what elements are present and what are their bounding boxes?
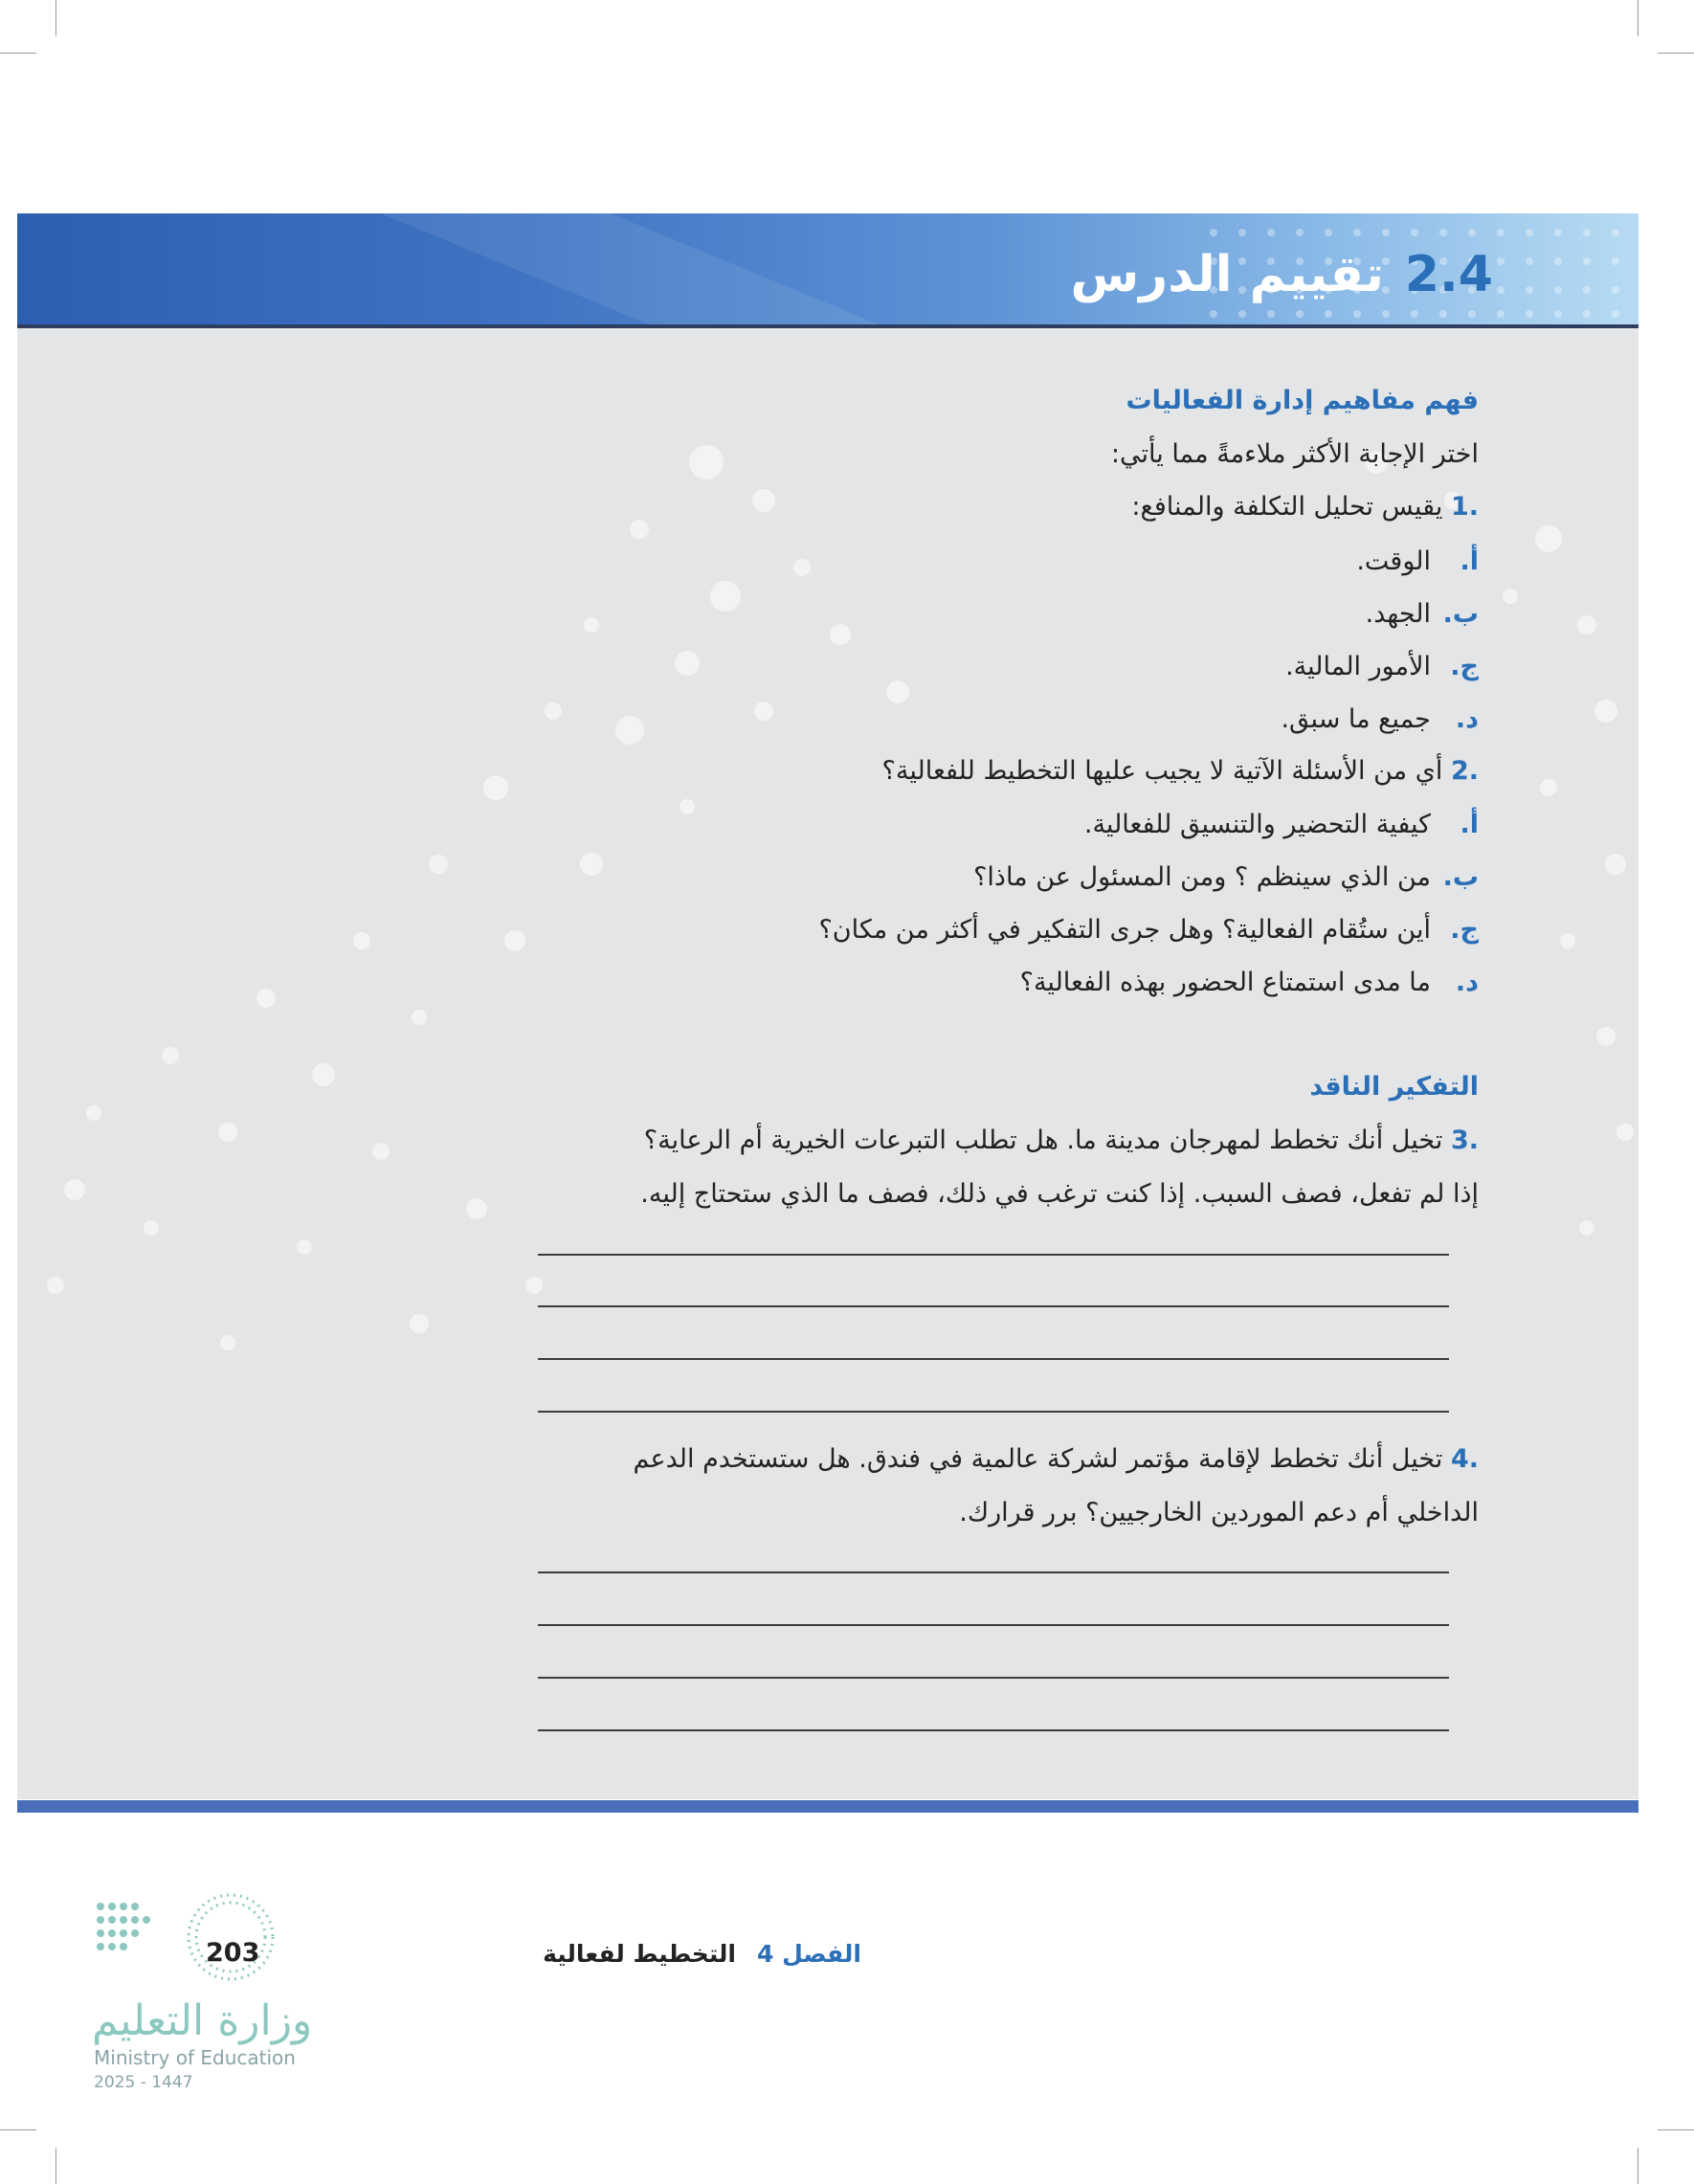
option-label: ج. — [1450, 652, 1479, 681]
lesson-title — [1071, 246, 1494, 303]
crop-mark — [1658, 53, 1694, 54]
option-label: د. — [1455, 968, 1479, 997]
option-label: أ. — [1460, 546, 1479, 576]
panel-bottom-bar — [17, 1800, 1638, 1813]
question-1 — [1131, 492, 1479, 522]
question-text: يقيس تحليل التكلفة والمنافع: — [1131, 492, 1443, 522]
chapter-footer — [543, 1940, 861, 1968]
answer-line[interactable] — [538, 1677, 1449, 1679]
option-text: كيفية التحضير والتنسيق للفعالية. — [1083, 810, 1431, 839]
answer-line[interactable] — [538, 1411, 1449, 1413]
option-text: الجهد. — [1365, 599, 1431, 629]
answer-line[interactable] — [538, 1358, 1449, 1360]
question-4-line2: الداخلي أم دعم الموردين الخارجيين؟ برر قرارك. — [959, 1498, 1479, 1527]
question-number: .3 — [1450, 1125, 1479, 1155]
chapter-title: التخطيط لفعالية — [543, 1940, 736, 1968]
option-text: جميع ما سبق. — [1281, 704, 1431, 734]
header-underline — [17, 324, 1638, 328]
answer-line[interactable] — [538, 1305, 1449, 1307]
option-label: د. — [1455, 704, 1479, 734]
option-item[interactable] — [1285, 652, 1479, 681]
question-number: .4 — [1450, 1444, 1479, 1474]
lesson-header — [17, 213, 1638, 324]
crop-mark — [0, 53, 36, 54]
lesson-title-text: تقييم الدرس — [1070, 246, 1384, 303]
question-text: أي من الأسئلة الآتية لا يجيب عليها التخطيط للفعالية؟ — [881, 756, 1443, 786]
option-text: أين ستُقام الفعالية؟ وهل جرى التفكير في أكثر من مكان؟ — [818, 915, 1431, 945]
option-label: ج. — [1450, 915, 1479, 945]
lesson-number: 2.4 — [1404, 246, 1493, 303]
option-text: الأمور المالية. — [1285, 652, 1431, 681]
option-text: من الذي سينظم ؟ ومن المسئول عن ماذا؟ — [973, 862, 1431, 892]
chapter-label: الفصل 4 — [756, 1940, 861, 1968]
answer-line[interactable] — [538, 1254, 1449, 1256]
section-heading-concepts: فهم مفاهيم إدارة الفعاليات — [1126, 386, 1479, 415]
question-number: .2 — [1450, 756, 1479, 786]
option-item[interactable] — [1366, 599, 1479, 629]
option-item[interactable] — [818, 915, 1479, 945]
question-4 — [634, 1444, 1480, 1474]
question-2 — [882, 756, 1479, 786]
academic-year: 2025 - 1447 — [94, 2073, 193, 2092]
instruction-text: اختر الإجابة الأكثر ملاءمةً مما يأتي: — [1110, 439, 1479, 469]
question-text-line1: تخيل أنك تخطط لمهرجان مدينة ما. هل تطلب التبرعات الخيرية أم الرعاية؟ — [643, 1125, 1443, 1155]
option-item[interactable] — [973, 862, 1479, 892]
question-text-line1: تخيل أنك تخطط لإقامة مؤتمر لشركة عالمية في فندق. هل ستستخدم الدعم — [633, 1444, 1443, 1474]
option-item[interactable] — [1281, 704, 1479, 734]
ministry-name-english: Ministry of Education — [94, 2046, 296, 2069]
crop-mark — [0, 2129, 36, 2130]
option-label: أ. — [1460, 810, 1479, 839]
crop-mark — [1658, 2129, 1694, 2130]
answer-line[interactable] — [538, 1571, 1449, 1573]
option-item[interactable] — [1356, 546, 1479, 576]
answer-line[interactable] — [538, 1624, 1449, 1626]
question-number: .1 — [1450, 492, 1479, 522]
section-heading-critical-thinking: التفكير الناقد — [1309, 1072, 1479, 1102]
option-label: ب. — [1442, 599, 1479, 629]
answer-line[interactable] — [538, 1729, 1449, 1731]
page-number: 203 — [206, 1938, 260, 1968]
option-text: الوقت. — [1356, 546, 1431, 576]
option-item[interactable] — [1084, 810, 1479, 839]
ministry-name-arabic: وزارة التعليم — [92, 1996, 313, 2045]
option-text: ما مدى استمتاع الحضور بهذه الفعالية؟ — [1019, 968, 1431, 997]
question-3-line2: إذا لم تفعل، فصف السبب. إذا كنت ترغب في ذلك، فصف ما الذي ستحتاج إليه. — [640, 1179, 1479, 1209]
question-3 — [644, 1125, 1479, 1155]
option-label: ب. — [1442, 862, 1479, 892]
option-item[interactable] — [1020, 968, 1479, 997]
